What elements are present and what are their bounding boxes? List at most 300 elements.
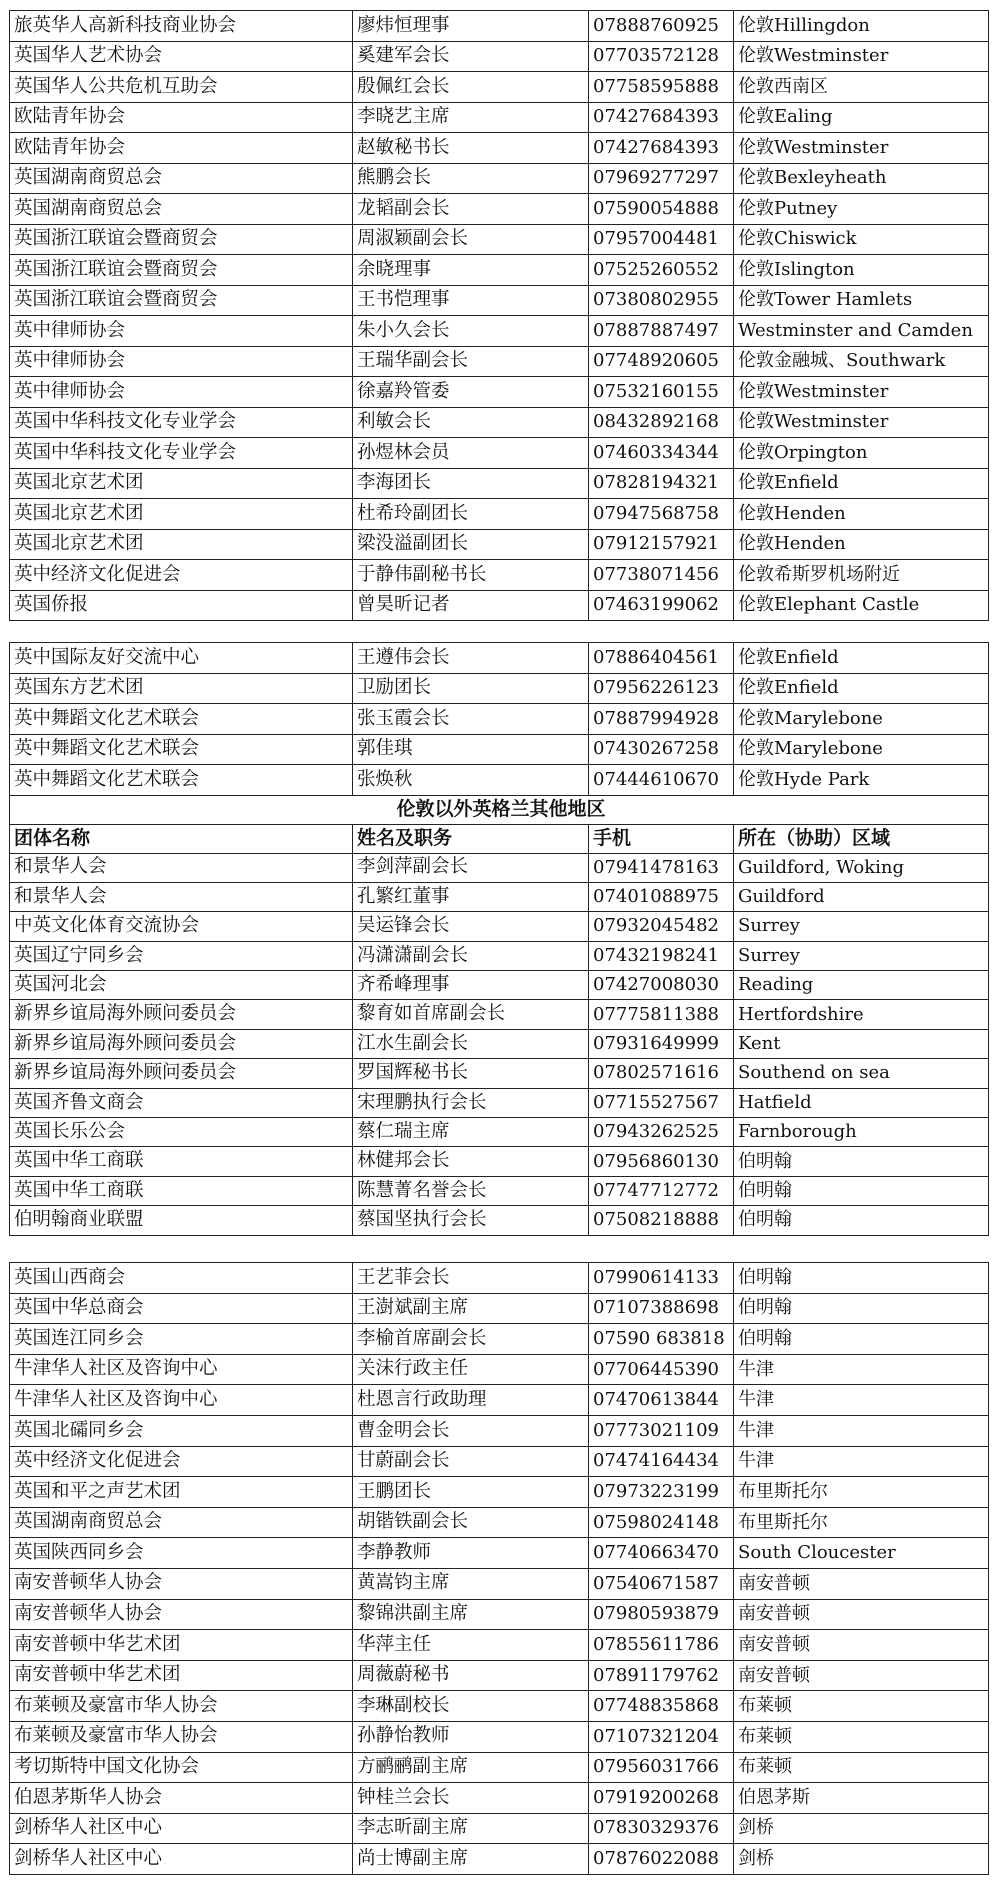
name-title-cell: 王澍斌副主席	[353, 1293, 589, 1324]
name-title-cell: 周薇蔚秘书	[353, 1660, 589, 1691]
area-cell: 伦敦Westminster	[734, 377, 989, 408]
name-title-cell: 李剑萍副会长	[353, 853, 589, 882]
name-title-cell: 朱小久会长	[353, 316, 589, 347]
table-row	[10, 255, 989, 286]
table-row	[10, 1538, 989, 1569]
organization-cell: 南安普顿华人协会	[10, 1568, 353, 1599]
table-row	[10, 1385, 989, 1416]
table-row	[10, 163, 989, 194]
area-cell: 伦敦Elephant Castle	[734, 590, 989, 621]
area-cell: Westminster and Camden	[734, 316, 989, 347]
area-cell: 伦敦Islington	[734, 255, 989, 286]
table-row	[10, 1293, 989, 1324]
name-title-cell: 林健邦会长	[353, 1147, 589, 1176]
phone-cell: 07943262525	[589, 1118, 734, 1147]
phone-cell: 07931649999	[589, 1029, 734, 1058]
phone-cell: 07947568758	[589, 499, 734, 530]
header-area: 所在（协助）区域	[734, 824, 989, 853]
table-row	[10, 1752, 989, 1783]
phone-cell: 07540671587	[589, 1568, 734, 1599]
area-cell: 牛津	[734, 1354, 989, 1385]
organization-cell: 英国辽宁同乡会	[10, 941, 353, 970]
phone-cell: 07463199062	[589, 590, 734, 621]
section-title-row	[10, 795, 989, 824]
header-row	[10, 824, 989, 853]
organization-cell: 欧陆青年协会	[10, 133, 353, 164]
name-title-cell: 孙静怡教师	[353, 1721, 589, 1752]
table-row	[10, 1630, 989, 1661]
area-cell: 伦敦西南区	[734, 72, 989, 103]
phone-cell: 07107388698	[589, 1293, 734, 1324]
name-title-cell: 杜恩言行政助理	[353, 1385, 589, 1416]
area-cell: Guildford, Woking	[734, 853, 989, 882]
name-title-cell: 龙韬副会长	[353, 194, 589, 225]
organization-cell: 剑桥华人社区中心	[10, 1844, 353, 1875]
name-title-cell: 孔繁红董事	[353, 882, 589, 911]
area-cell: Guildford	[734, 882, 989, 911]
area-cell: 伦敦Ealing	[734, 102, 989, 133]
name-title-cell: 王艺菲会长	[353, 1263, 589, 1294]
area-cell: 伦敦Marylebone	[734, 704, 989, 735]
table-row	[10, 1263, 989, 1294]
table-row	[10, 377, 989, 408]
table-row	[10, 1000, 989, 1029]
organization-cell: 英国中华工商联	[10, 1147, 353, 1176]
phone-cell: 07990614133	[589, 1263, 734, 1294]
name-title-cell: 李琳副校长	[353, 1691, 589, 1722]
organization-cell: 剑桥华人社区中心	[10, 1813, 353, 1844]
organization-cell: 英国北礵同乡会	[10, 1415, 353, 1446]
phone-cell: 07590 683818	[589, 1324, 734, 1355]
name-title-cell: 王瑞华副会长	[353, 346, 589, 377]
organization-cell: 英国山西商会	[10, 1263, 353, 1294]
phone-cell: 07888760925	[589, 11, 734, 42]
name-title-cell: 熊鹏会长	[353, 163, 589, 194]
area-cell: 伦敦Marylebone	[734, 734, 989, 765]
organization-cell: 英中国际友好交流中心	[10, 643, 353, 674]
table-row	[10, 1507, 989, 1538]
organization-cell: 英中律师协会	[10, 377, 353, 408]
area-cell: 伯明翰	[734, 1324, 989, 1355]
phone-cell: 07532160155	[589, 377, 734, 408]
area-cell: 牛津	[734, 1385, 989, 1416]
organization-cell: 英国中华总商会	[10, 1293, 353, 1324]
organization-cell: 新界乡谊局海外顾问委员会	[10, 1000, 353, 1029]
table-body	[10, 11, 989, 621]
area-cell: 伦敦Tower Hamlets	[734, 285, 989, 316]
organization-cell: 英国北京艺术团	[10, 529, 353, 560]
area-cell: 伦敦Chiswick	[734, 224, 989, 255]
phone-cell: 07973223199	[589, 1477, 734, 1508]
phone-cell: 08432892168	[589, 407, 734, 438]
table-row	[10, 346, 989, 377]
name-title-cell: 梁没溢副团长	[353, 529, 589, 560]
organization-cell: 英国东方艺术团	[10, 673, 353, 704]
phone-cell: 07474164434	[589, 1446, 734, 1477]
name-title-cell: 孙煜林会员	[353, 438, 589, 469]
organization-cell: 英国陕西同乡会	[10, 1538, 353, 1569]
phone-cell: 07427684393	[589, 133, 734, 164]
organization-cell: 英国浙江联谊会暨商贸会	[10, 224, 353, 255]
area-cell: 伦敦Enfield	[734, 643, 989, 674]
table-row	[10, 734, 989, 765]
table-row	[10, 468, 989, 499]
phone-cell: 07430267258	[589, 734, 734, 765]
organization-cell: 英国中华工商联	[10, 1176, 353, 1205]
table-row	[10, 1477, 989, 1508]
phone-cell: 07876022088	[589, 1844, 734, 1875]
name-title-cell: 陈慧菁名誉会长	[353, 1176, 589, 1205]
organization-cell: 英中舞蹈文化艺术联会	[10, 704, 353, 735]
organization-cell: 英国湖南商贸总会	[10, 1507, 353, 1538]
organization-cell: 英国河北会	[10, 971, 353, 1000]
organization-cell: 英国浙江联谊会暨商贸会	[10, 285, 353, 316]
name-title-cell: 李海团长	[353, 468, 589, 499]
phone-cell: 07828194321	[589, 468, 734, 499]
area-cell: 伦敦金融城、Southwark	[734, 346, 989, 377]
table-row	[10, 704, 989, 735]
area-cell: 伦敦Orpington	[734, 438, 989, 469]
phone-cell: 07747712772	[589, 1176, 734, 1205]
area-cell: Hertfordshire	[734, 1000, 989, 1029]
table-row	[10, 133, 989, 164]
name-title-cell: 李志昕副主席	[353, 1813, 589, 1844]
organization-cell: 英国和平之声艺术团	[10, 1477, 353, 1508]
phone-cell: 07740663470	[589, 1538, 734, 1569]
name-title-cell: 张焕秋	[353, 765, 589, 796]
area-cell: 布里斯托尔	[734, 1477, 989, 1508]
phone-cell: 07460334344	[589, 438, 734, 469]
name-title-cell: 张玉霞会长	[353, 704, 589, 735]
table-row	[10, 102, 989, 133]
area-cell: 布莱顿	[734, 1721, 989, 1752]
table-row	[10, 529, 989, 560]
name-title-cell: 于静伟副秘书长	[353, 560, 589, 591]
area-cell: 南安普顿	[734, 1568, 989, 1599]
name-title-cell: 齐希峰理事	[353, 971, 589, 1000]
table-row	[10, 285, 989, 316]
table-row	[10, 1599, 989, 1630]
name-title-cell: 蔡仁瑞主席	[353, 1118, 589, 1147]
phone-cell: 07887887497	[589, 316, 734, 347]
table-row	[10, 316, 989, 347]
area-cell: 牛津	[734, 1446, 989, 1477]
area-cell: 布莱顿	[734, 1752, 989, 1783]
phone-cell: 07598024148	[589, 1507, 734, 1538]
area-cell: Surrey	[734, 912, 989, 941]
contact-table-england-continued	[9, 1262, 988, 1875]
organization-cell: 考切斯特中国文化协会	[10, 1752, 353, 1783]
table-row	[10, 1660, 989, 1691]
organization-cell: 英中舞蹈文化艺术联会	[10, 765, 353, 796]
area-cell: 伦敦Westminster	[734, 133, 989, 164]
organization-cell: 伯明翰商业联盟	[10, 1206, 353, 1235]
phone-cell: 07932045482	[589, 912, 734, 941]
table-row	[10, 438, 989, 469]
area-cell: 剑桥	[734, 1813, 989, 1844]
name-title-cell: 郭佳琪	[353, 734, 589, 765]
organization-cell: 新界乡谊局海外顾问委员会	[10, 1059, 353, 1088]
organization-cell: 英国北京艺术团	[10, 468, 353, 499]
phone-cell: 07738071456	[589, 560, 734, 591]
phone-cell: 07508218888	[589, 1206, 734, 1235]
phone-cell: 07401088975	[589, 882, 734, 911]
organization-cell: 英国北京艺术团	[10, 499, 353, 530]
phone-cell: 07956226123	[589, 673, 734, 704]
name-title-cell: 关沫行政主任	[353, 1354, 589, 1385]
table-row	[10, 853, 989, 882]
area-cell: 伯明翰	[734, 1176, 989, 1205]
name-title-cell: 黎锦洪副主席	[353, 1599, 589, 1630]
name-title-cell: 廖炜恒理事	[353, 11, 589, 42]
name-title-cell: 殷佩红会长	[353, 72, 589, 103]
phone-cell: 07444610670	[589, 765, 734, 796]
name-title-cell: 曾昊昕记者	[353, 590, 589, 621]
table-row	[10, 1029, 989, 1058]
organization-cell: 英国连江同乡会	[10, 1324, 353, 1355]
table-row	[10, 1691, 989, 1722]
name-title-cell: 卫励团长	[353, 673, 589, 704]
name-title-cell: 余晓理事	[353, 255, 589, 286]
phone-cell: 07748920605	[589, 346, 734, 377]
organization-cell: 英国湖南商贸总会	[10, 163, 353, 194]
area-cell: 伯明翰	[734, 1263, 989, 1294]
name-title-cell: 胡锴铁副会长	[353, 1507, 589, 1538]
section-title: 伦敦以外英格兰其他地区	[10, 795, 989, 824]
organization-cell: 英国中华科技文化专业学会	[10, 438, 353, 469]
area-cell: 伯明翰	[734, 1147, 989, 1176]
organization-cell: 英国中华科技文化专业学会	[10, 407, 353, 438]
area-cell: Surrey	[734, 941, 989, 970]
table-row	[10, 407, 989, 438]
table-row	[10, 941, 989, 970]
organization-cell: 南安普顿中华艺术团	[10, 1660, 353, 1691]
organization-cell: 和景华人会	[10, 853, 353, 882]
phone-cell: 07886404561	[589, 643, 734, 674]
table-row	[10, 1118, 989, 1147]
area-cell: 伦敦希斯罗机场附近	[734, 560, 989, 591]
phone-cell: 07380802955	[589, 285, 734, 316]
phone-cell: 07919200268	[589, 1783, 734, 1814]
organization-cell: 布莱顿及豪富市华人协会	[10, 1721, 353, 1752]
table-row	[10, 1176, 989, 1205]
name-title-cell: 江水生副会长	[353, 1029, 589, 1058]
area-cell: 伦敦Hyde Park	[734, 765, 989, 796]
area-cell: Hatfield	[734, 1088, 989, 1117]
table-row	[10, 882, 989, 911]
name-title-cell: 徐嘉羚管委	[353, 377, 589, 408]
name-title-cell: 宋理鹏执行会长	[353, 1088, 589, 1117]
contact-table-london	[9, 10, 988, 621]
phone-cell: 07956860130	[589, 1147, 734, 1176]
organization-cell: 英中舞蹈文化艺术联会	[10, 734, 353, 765]
area-cell: 剑桥	[734, 1844, 989, 1875]
area-cell: 南安普顿	[734, 1660, 989, 1691]
name-title-cell: 甘蔚副会长	[353, 1446, 589, 1477]
table-row	[10, 1813, 989, 1844]
name-title-cell: 黄嵩钧主席	[353, 1568, 589, 1599]
table-row	[10, 1446, 989, 1477]
name-title-cell: 王鹏团长	[353, 1477, 589, 1508]
name-title-cell: 李静教师	[353, 1538, 589, 1569]
area-cell: 布里斯托尔	[734, 1507, 989, 1538]
name-title-cell: 蔡国坚执行会长	[353, 1206, 589, 1235]
table-row	[10, 1354, 989, 1385]
name-title-cell: 华萍主任	[353, 1630, 589, 1661]
area-cell: Farnborough	[734, 1118, 989, 1147]
area-cell: 伦敦Hillingdon	[734, 11, 989, 42]
phone-cell: 07427684393	[589, 102, 734, 133]
table-row	[10, 41, 989, 72]
name-title-cell: 方鹂鹂副主席	[353, 1752, 589, 1783]
organization-cell: 英国长乐公会	[10, 1118, 353, 1147]
name-title-cell: 黎育如首席副会长	[353, 1000, 589, 1029]
name-title-cell: 钟桂兰会长	[353, 1783, 589, 1814]
phone-cell: 07590054888	[589, 194, 734, 225]
table-row	[10, 1844, 989, 1875]
organization-cell: 欧陆青年协会	[10, 102, 353, 133]
area-cell: 南安普顿	[734, 1599, 989, 1630]
name-title-cell: 周淑颖副会长	[353, 224, 589, 255]
area-cell: 伯恩茅斯	[734, 1783, 989, 1814]
organization-cell: 新界乡谊局海外顾问委员会	[10, 1029, 353, 1058]
organization-cell: 英中律师协会	[10, 346, 353, 377]
area-cell: Kent	[734, 1029, 989, 1058]
area-cell: 伦敦Putney	[734, 194, 989, 225]
organization-cell: 布莱顿及豪富市华人协会	[10, 1691, 353, 1722]
phone-cell: 07748835868	[589, 1691, 734, 1722]
contact-table-england	[9, 642, 988, 1236]
name-title-cell: 曹金明会长	[353, 1415, 589, 1446]
organization-cell: 南安普顿华人协会	[10, 1599, 353, 1630]
name-title-cell: 李榆首席副会长	[353, 1324, 589, 1355]
table-row	[10, 912, 989, 941]
phone-cell: 07855611786	[589, 1630, 734, 1661]
name-title-cell: 冯潇潇副会长	[353, 941, 589, 970]
table-row	[10, 765, 989, 796]
phone-cell: 07957004481	[589, 224, 734, 255]
table-row	[10, 72, 989, 103]
area-cell: 伦敦Westminster	[734, 41, 989, 72]
table-row	[10, 560, 989, 591]
organization-cell: 和景华人会	[10, 882, 353, 911]
phone-cell: 07715527567	[589, 1088, 734, 1117]
name-title-cell: 吴运锋会长	[353, 912, 589, 941]
phone-cell: 07525260552	[589, 255, 734, 286]
table-row	[10, 1206, 989, 1235]
table-row	[10, 1568, 989, 1599]
table-row	[10, 673, 989, 704]
phone-cell: 07773021109	[589, 1415, 734, 1446]
table-row	[10, 971, 989, 1000]
phone-cell: 07432198241	[589, 941, 734, 970]
organization-cell: 英国浙江联谊会暨商贸会	[10, 255, 353, 286]
table-row	[10, 1059, 989, 1088]
area-cell: South Cloucester	[734, 1538, 989, 1569]
table-row	[10, 11, 989, 42]
organization-cell: 牛津华人社区及咨询中心	[10, 1354, 353, 1385]
name-title-cell: 李晓艺主席	[353, 102, 589, 133]
organization-cell: 英国侨报	[10, 590, 353, 621]
name-title-cell: 王遵伟会长	[353, 643, 589, 674]
organization-cell: 英国湖南商贸总会	[10, 194, 353, 225]
area-cell: 伦敦Bexleyheath	[734, 163, 989, 194]
area-cell: 伯明翰	[734, 1293, 989, 1324]
table-row	[10, 1721, 989, 1752]
phone-cell: 07891179762	[589, 1660, 734, 1691]
area-cell: Reading	[734, 971, 989, 1000]
name-title-cell: 杜希玲副团长	[353, 499, 589, 530]
organization-cell: 英国齐鲁文商会	[10, 1088, 353, 1117]
name-title-cell: 尚士博副主席	[353, 1844, 589, 1875]
phone-cell: 07706445390	[589, 1354, 734, 1385]
table-row	[10, 1088, 989, 1117]
organization-cell: 英国华人公共危机互助会	[10, 72, 353, 103]
name-title-cell: 奚建军会长	[353, 41, 589, 72]
phone-cell: 07956031766	[589, 1752, 734, 1783]
area-cell: 伦敦Henden	[734, 499, 989, 530]
organization-cell: 中英文化体育交流协会	[10, 912, 353, 941]
organization-cell: 英中律师协会	[10, 316, 353, 347]
area-cell: 伯明翰	[734, 1206, 989, 1235]
table-row	[10, 1324, 989, 1355]
table-row	[10, 224, 989, 255]
organization-cell: 伯恩茅斯华人协会	[10, 1783, 353, 1814]
phone-cell: 07758595888	[589, 72, 734, 103]
table-row	[10, 194, 989, 225]
area-cell: 伦敦Enfield	[734, 673, 989, 704]
organization-cell: 旅英华人高新科技商业协会	[10, 11, 353, 42]
table-row	[10, 1783, 989, 1814]
phone-cell: 07427008030	[589, 971, 734, 1000]
area-cell: 布莱顿	[734, 1691, 989, 1722]
phone-cell: 07980593879	[589, 1599, 734, 1630]
name-title-cell: 赵敏秘书长	[353, 133, 589, 164]
header-organization: 团体名称	[10, 824, 353, 853]
header-phone: 手机	[589, 824, 734, 853]
table-row	[10, 1147, 989, 1176]
phone-cell: 07470613844	[589, 1385, 734, 1416]
organization-cell: 南安普顿中华艺术团	[10, 1630, 353, 1661]
area-cell: Southend on sea	[734, 1059, 989, 1088]
table-body	[10, 1263, 989, 1875]
phone-cell: 07887994928	[589, 704, 734, 735]
table-row	[10, 590, 989, 621]
phone-cell: 07775811388	[589, 1000, 734, 1029]
phone-cell: 07941478163	[589, 853, 734, 882]
organization-cell: 英国华人艺术协会	[10, 41, 353, 72]
phone-cell: 07969277297	[589, 163, 734, 194]
area-cell: 南安普顿	[734, 1630, 989, 1661]
name-title-cell: 王书恺理事	[353, 285, 589, 316]
name-title-cell: 罗国辉秘书长	[353, 1059, 589, 1088]
table-row	[10, 1415, 989, 1446]
area-cell: 伦敦Westminster	[734, 407, 989, 438]
organization-cell: 英中经济文化促进会	[10, 560, 353, 591]
organization-cell: 英中经济文化促进会	[10, 1446, 353, 1477]
phone-cell: 07912157921	[589, 529, 734, 560]
phone-cell: 07107321204	[589, 1721, 734, 1752]
table-row	[10, 643, 989, 674]
phone-cell: 07830329376	[589, 1813, 734, 1844]
area-cell: 伦敦Enfield	[734, 468, 989, 499]
header-name-title: 姓名及职务	[353, 824, 589, 853]
organization-cell: 牛津华人社区及咨询中心	[10, 1385, 353, 1416]
table-row	[10, 499, 989, 530]
area-cell: 伦敦Henden	[734, 529, 989, 560]
phone-cell: 07703572128	[589, 41, 734, 72]
name-title-cell: 利敏会长	[353, 407, 589, 438]
